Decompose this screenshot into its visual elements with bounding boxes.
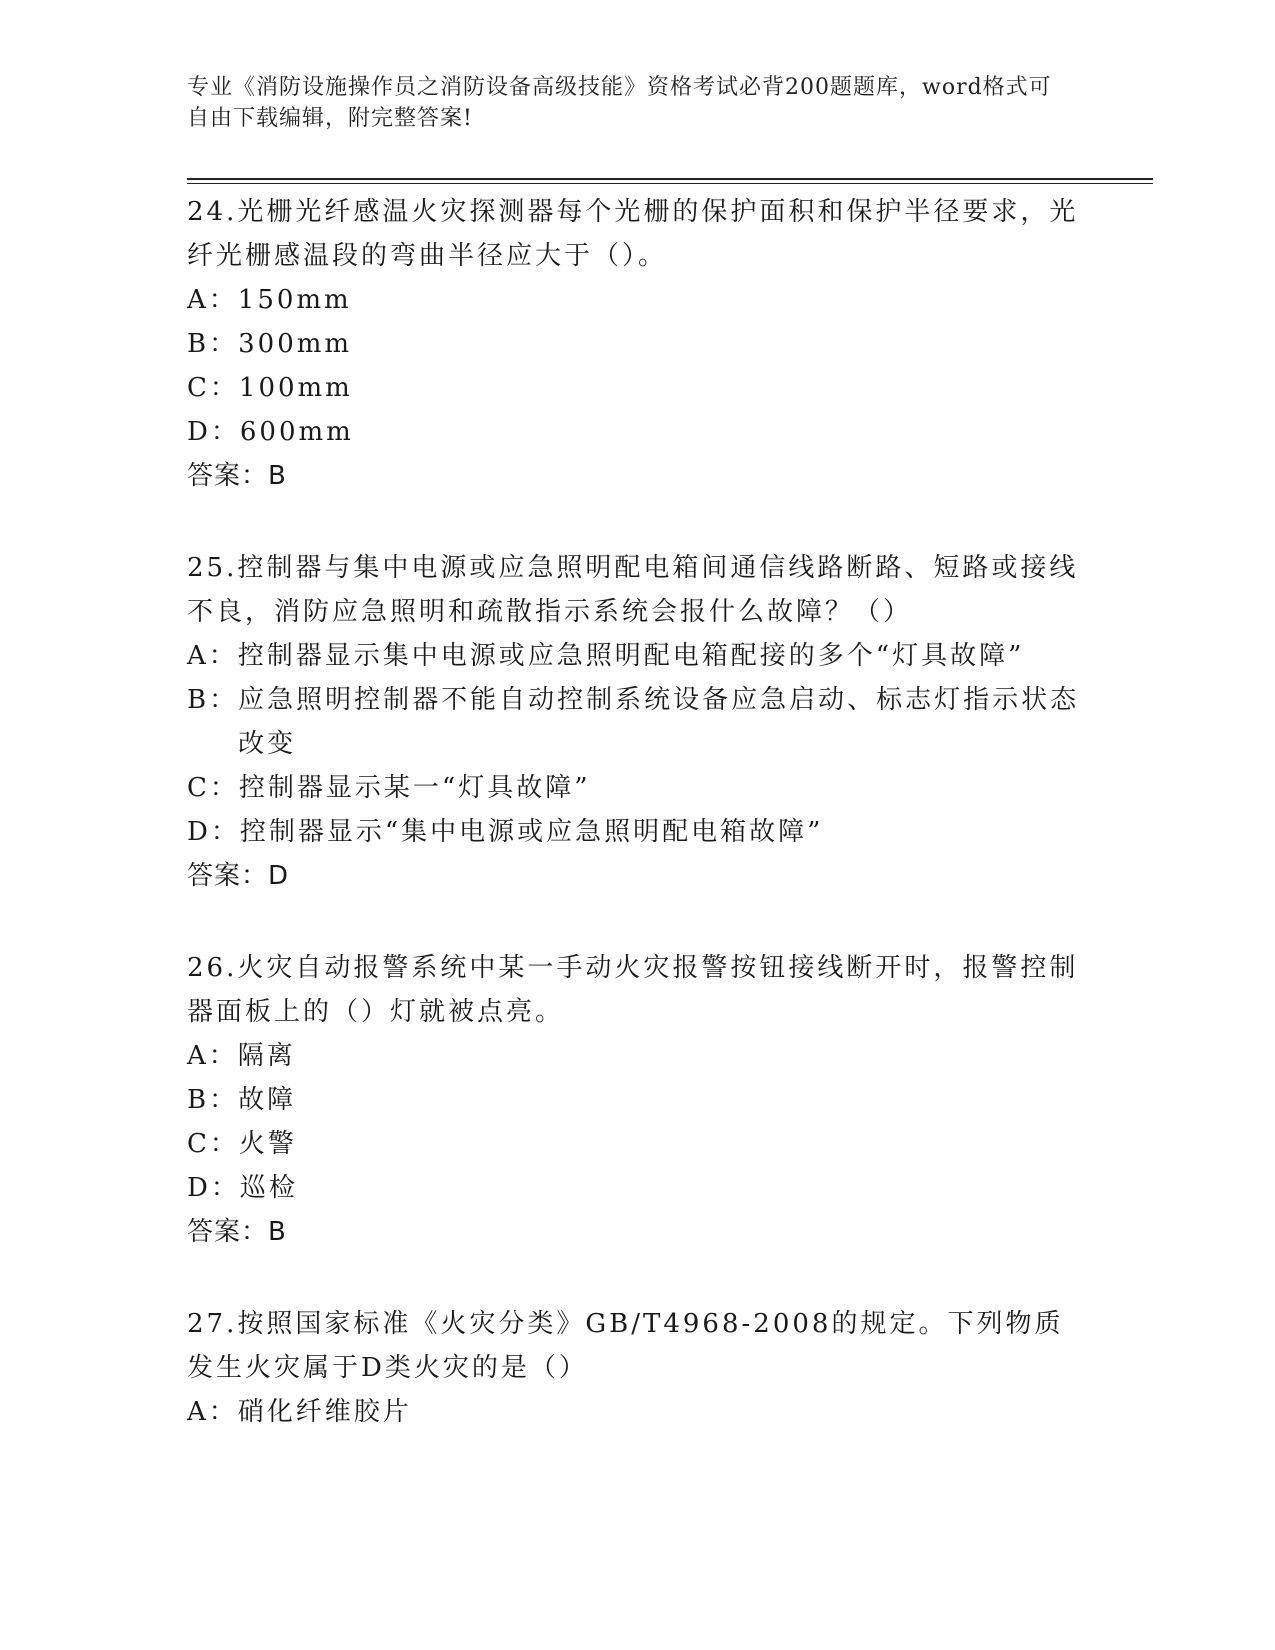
option-text: 火警 [238, 1129, 297, 1159]
option-c [187, 366, 1087, 410]
option-b [187, 678, 1087, 766]
option-text: 硝化纤维胶片 [237, 1397, 412, 1427]
question-stem: 24.光栅光纤感温火灾探测器每个光栅的保护面积和保护半径要求，光纤光栅感温段的弯曲半径应大于（）。 [187, 197, 1079, 271]
answer-line: 答案：B [187, 461, 287, 491]
option-a [187, 634, 1087, 678]
option-d [187, 810, 1087, 854]
option-text: 控制器显示集中电源或应急照明配电箱配接的多个“灯具故障” [237, 641, 1025, 671]
option-text: 故障 [238, 1085, 297, 1115]
option-text: 控制器显示某一“灯具故障” [238, 773, 591, 803]
option-d [187, 1166, 1087, 1210]
option-key: A： [187, 285, 238, 315]
option-c [187, 766, 1087, 810]
option-text: 巡检 [239, 1173, 298, 1203]
option-a [187, 278, 1087, 322]
option-text: 150mm [237, 285, 352, 315]
option-key: B： [187, 685, 239, 715]
option-a [187, 1034, 1087, 1078]
option-b [187, 322, 1087, 366]
option-text: 应急照明控制器不能自动控制系统设备应急启动、标志灯指示状态改变 [238, 685, 1080, 759]
answer-line: 答案：D [187, 861, 290, 891]
question-stem: 27.按照国家标准《火灾分类》GB/T4968-2008的规定。下列物质发生火灾属于D类火灾的是（） [187, 1309, 1064, 1383]
option-key: C： [187, 1129, 239, 1159]
header-rule-thin [187, 183, 1153, 184]
header-rule-thick [187, 178, 1153, 180]
question-25 [187, 546, 1087, 898]
option-c [187, 1122, 1087, 1166]
option-key: B： [187, 1085, 239, 1115]
option-text: 600mm [239, 417, 354, 447]
option-b [187, 1078, 1087, 1122]
option-a [187, 1390, 1087, 1434]
option-text: 100mm [238, 373, 353, 403]
option-key: A： [187, 1397, 238, 1427]
option-key: A： [187, 1041, 238, 1071]
answer-line: 答案：B [187, 1217, 287, 1247]
option-d [187, 410, 1087, 454]
option-key: D： [187, 1173, 240, 1203]
option-key: A： [187, 641, 238, 671]
option-key: C： [187, 773, 239, 803]
option-text: 300mm [238, 329, 353, 359]
question-27 [187, 1302, 1087, 1434]
question-26 [187, 946, 1087, 1254]
option-text: 控制器显示“集中电源或应急照明配电箱故障” [239, 817, 824, 847]
document-header: 专业《消防设施操作员之消防设备高级技能》资格考试必背200题题库，word格式可自由下载编辑，附完整答案! [187, 75, 1052, 131]
option-key: D： [187, 417, 240, 447]
option-text: 隔离 [237, 1041, 296, 1071]
option-key: C： [187, 373, 239, 403]
question-stem: 26.火灾自动报警系统中某一手动火灾报警按钮接线断开时，报警控制器面板上的（）灯就被点亮。 [187, 953, 1079, 1027]
question-list [187, 190, 1087, 1482]
question-stem: 25.控制器与集中电源或应急照明配电箱间通信线路断路、短路或接线不良，消防应急照明和疏散指示系统会报什么故障？（） [187, 553, 1079, 627]
option-key: B： [187, 329, 239, 359]
question-24 [187, 190, 1087, 498]
option-key: D： [187, 817, 240, 847]
